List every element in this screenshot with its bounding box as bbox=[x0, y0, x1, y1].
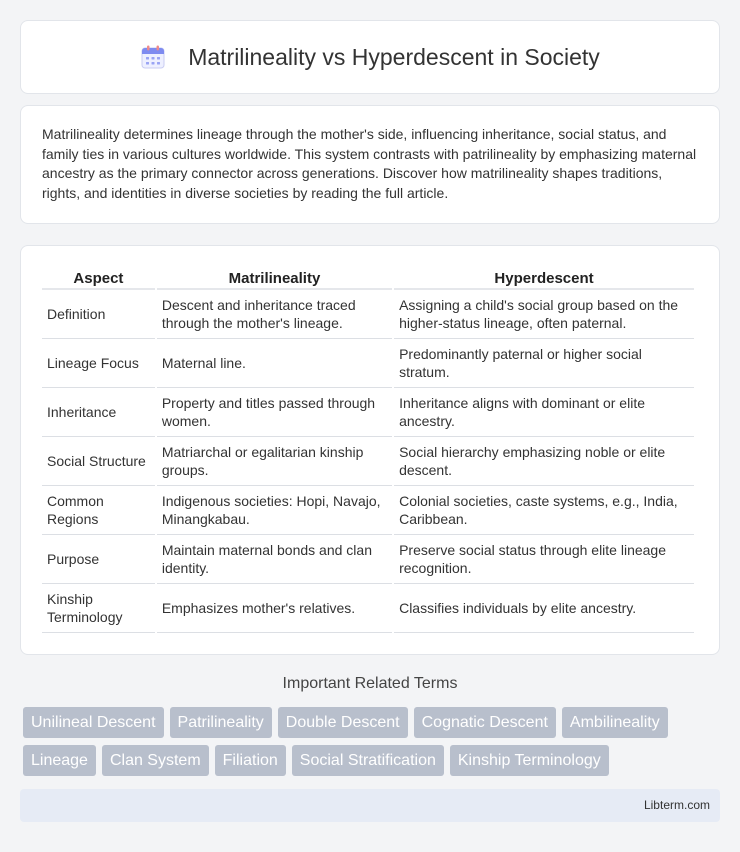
related-terms-list bbox=[23, 707, 723, 776]
cell-hyperdescent: Preserve social status through elite lineage recognition. bbox=[394, 535, 694, 584]
cell-matrilineality: Matriarchal or egalitarian kinship groups. bbox=[157, 437, 392, 486]
table-row bbox=[42, 437, 694, 486]
intro-text: Matrilineality determines lineage through the mother's side, influencing inheritance, social status, and family ties in various cultures worldwide. This system contrasts with patrilineality by emphasizing maternal ancestry as the primary connector across generations. Discover how matrilineality shapes traditions, rights, and identities in diverse societies by reading the full article. bbox=[42, 126, 697, 201]
cell-hyperdescent: Assigning a child's social group based on the higher-status lineage, often paternal. bbox=[394, 290, 694, 339]
cell-matrilineality: Descent and inheritance traced through the mother's lineage. bbox=[157, 290, 392, 339]
cell-hyperdescent: Social hierarchy emphasizing noble or elite descent. bbox=[394, 437, 694, 486]
cell-matrilineality: Indigenous societies: Hopi, Navajo, Minangkabau. bbox=[157, 486, 392, 535]
table-row bbox=[42, 535, 694, 584]
page-title: Matrilineality vs Hyperdescent in Society bbox=[188, 43, 600, 70]
cell-hyperdescent: Colonial societies, caste systems, e.g., India, Caribbean. bbox=[394, 486, 694, 535]
cell-aspect: Kinship Terminology bbox=[42, 584, 155, 633]
tag-ambilineality[interactable]: Ambilineality bbox=[562, 707, 668, 738]
cell-aspect: Lineage Focus bbox=[42, 339, 155, 388]
comparison-card bbox=[20, 245, 720, 655]
cell-hyperdescent: Predominantly paternal or higher social stratum. bbox=[394, 339, 694, 388]
header-matrilineality: Matrilineality bbox=[157, 264, 392, 290]
tag-kinship-terminology[interactable]: Kinship Terminology bbox=[450, 745, 609, 776]
cell-hyperdescent: Inheritance aligns with dominant or elite ancestry. bbox=[394, 388, 694, 437]
table-row bbox=[42, 584, 694, 633]
cell-matrilineality: Emphasizes mother's relatives. bbox=[157, 584, 392, 633]
table-row bbox=[42, 290, 694, 339]
comparison-table bbox=[40, 264, 696, 633]
tag-unilineal-descent[interactable]: Unilineal Descent bbox=[23, 707, 164, 738]
table-row bbox=[42, 388, 694, 437]
tag-social-stratification[interactable]: Social Stratification bbox=[292, 745, 444, 776]
cell-matrilineality: Maintain maternal bonds and clan identity. bbox=[157, 535, 392, 584]
tag-patrilineality[interactable]: Patrilineality bbox=[170, 707, 272, 738]
intro-card bbox=[20, 105, 720, 224]
cell-aspect: Definition bbox=[42, 290, 155, 339]
table-row bbox=[42, 486, 694, 535]
footer bbox=[20, 789, 720, 822]
related-terms-title: Important Related Terms bbox=[282, 675, 458, 692]
cell-hyperdescent: Classifies individuals by elite ancestry. bbox=[394, 584, 694, 633]
cell-matrilineality: Maternal line. bbox=[157, 339, 392, 388]
header-aspect: Aspect bbox=[42, 264, 155, 290]
cell-matrilineality: Property and titles passed through women. bbox=[157, 388, 392, 437]
header-hyperdescent: Hyperdescent bbox=[394, 264, 694, 290]
cell-aspect: Common Regions bbox=[42, 486, 155, 535]
cell-aspect: Social Structure bbox=[42, 437, 155, 486]
calendar-icon bbox=[140, 44, 166, 70]
cell-aspect: Purpose bbox=[42, 535, 155, 584]
footer-brand-link[interactable]: Libterm.com bbox=[643, 798, 710, 812]
table-row bbox=[42, 339, 694, 388]
tag-filiation[interactable]: Filiation bbox=[215, 745, 286, 776]
tag-cognatic-descent[interactable]: Cognatic Descent bbox=[414, 707, 556, 738]
title-card bbox=[20, 20, 720, 94]
table-header-row bbox=[42, 264, 694, 290]
tag-double-descent[interactable]: Double Descent bbox=[278, 707, 408, 738]
cell-aspect: Inheritance bbox=[42, 388, 155, 437]
tag-lineage[interactable]: Lineage bbox=[23, 745, 96, 776]
tag-clan-system[interactable]: Clan System bbox=[102, 745, 209, 776]
